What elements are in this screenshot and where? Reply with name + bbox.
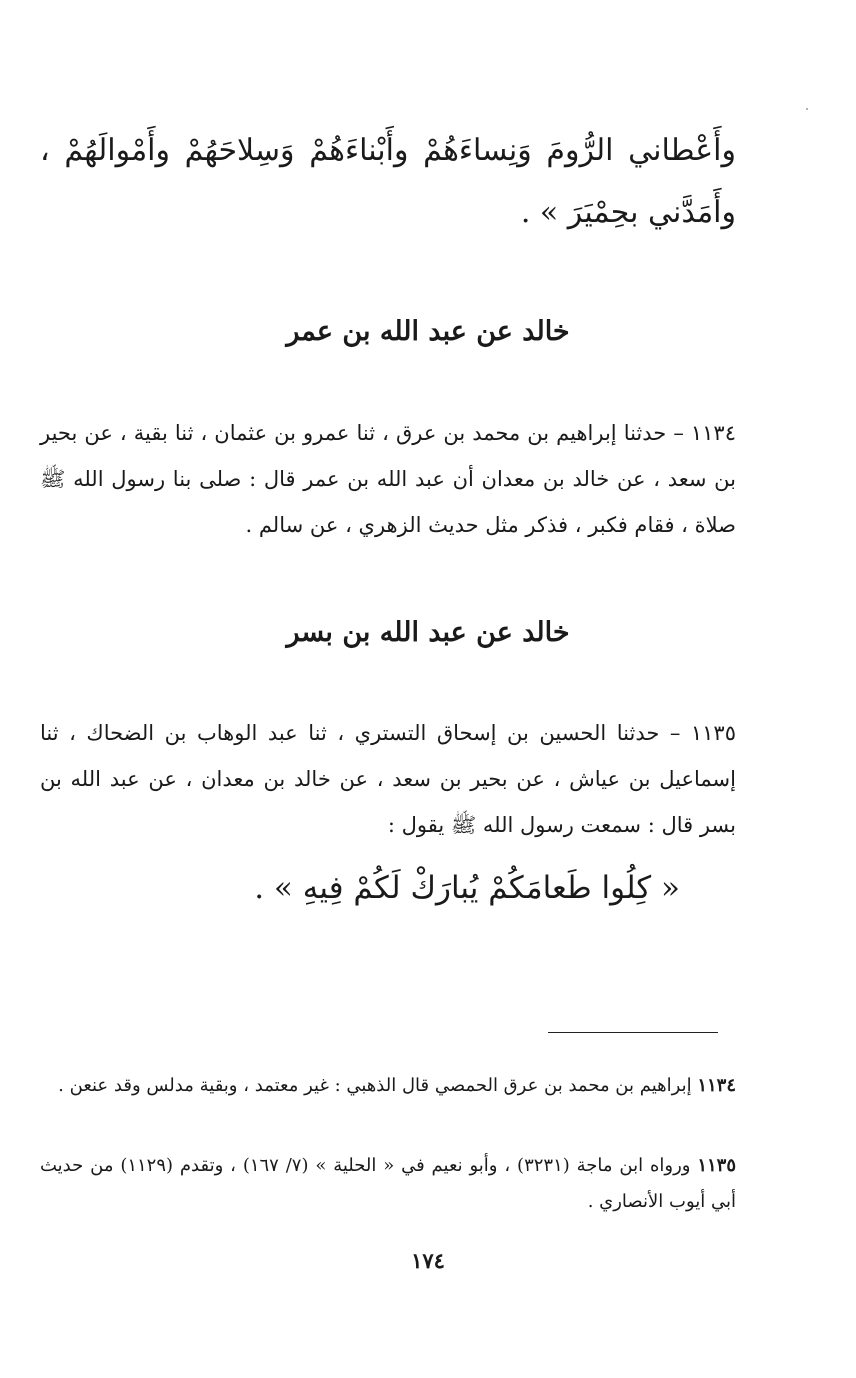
footnote-number: ١١٣٤ bbox=[697, 1075, 736, 1096]
section-heading-ibn-umar: خالد عن عبد الله بن عمر bbox=[286, 316, 570, 347]
prophetic-saying: « كِلُوا طَعامَكُمْ يُبارَكْ لَكُمْ فِيهِ » . bbox=[254, 870, 680, 906]
footnote-text: إبراهيم بن محمد بن عرق الحمصي قال الذهبي : غير معتمد ، وبقية مدلس وقد عنعن . bbox=[58, 1075, 692, 1096]
scan-speck bbox=[806, 108, 808, 110]
footnote-1135 bbox=[40, 1148, 736, 1220]
verse-continuation: وأَعْطاني الرُّومَ وَنِساءَهُمْ وأَبْناءَهُمْ وَسِلاحَهُمْ وأَمْوالَهُمْ ، وأَمَدَّني بحِمْيَرَ » . bbox=[40, 133, 736, 230]
page-number: ١٧٤ bbox=[411, 1248, 445, 1273]
footnote-text: ورواه ابن ماجة (٣٢٣١) ، وأبو نعيم في « الحلية » (٧/ ١٦٧) ، وتقدم (١١٢٩) من حديث أبي أيوب الأنصاري . bbox=[40, 1155, 736, 1212]
footnote-number: ١١٣٥ bbox=[697, 1155, 736, 1176]
footnote-separator bbox=[548, 1032, 718, 1033]
hadith-paragraph-1135: ١١٣٥ – حدثنا الحسين بن إسحاق التستري ، ثنا عبد الوهاب بن الضحاك ، ثنا إسماعيل بن عياش ، عن بحير بن سعد ، عن خالد بن معدان ، عن عبد الله بن بسر قال : سمعت رسول الله ﷺ يقول : bbox=[40, 721, 736, 837]
section-heading-ibn-busr: خالد عن عبد الله بن بسر bbox=[286, 617, 570, 648]
hadith-paragraph-1134: ١١٣٤ – حدثنا إبراهيم بن محمد بن عرق ، ثنا عمرو بن عثمان ، ثنا بقية ، عن بحير بن سعد ، عن خالد بن معدان أن عبد الله بن عمر قال : صلى بنا رسول الله ﷺ صلاة ، فقام فكبر ، فذكر مثل حديث الزهري ، عن سالم . bbox=[40, 421, 736, 537]
footnote-1134 bbox=[40, 1068, 736, 1104]
